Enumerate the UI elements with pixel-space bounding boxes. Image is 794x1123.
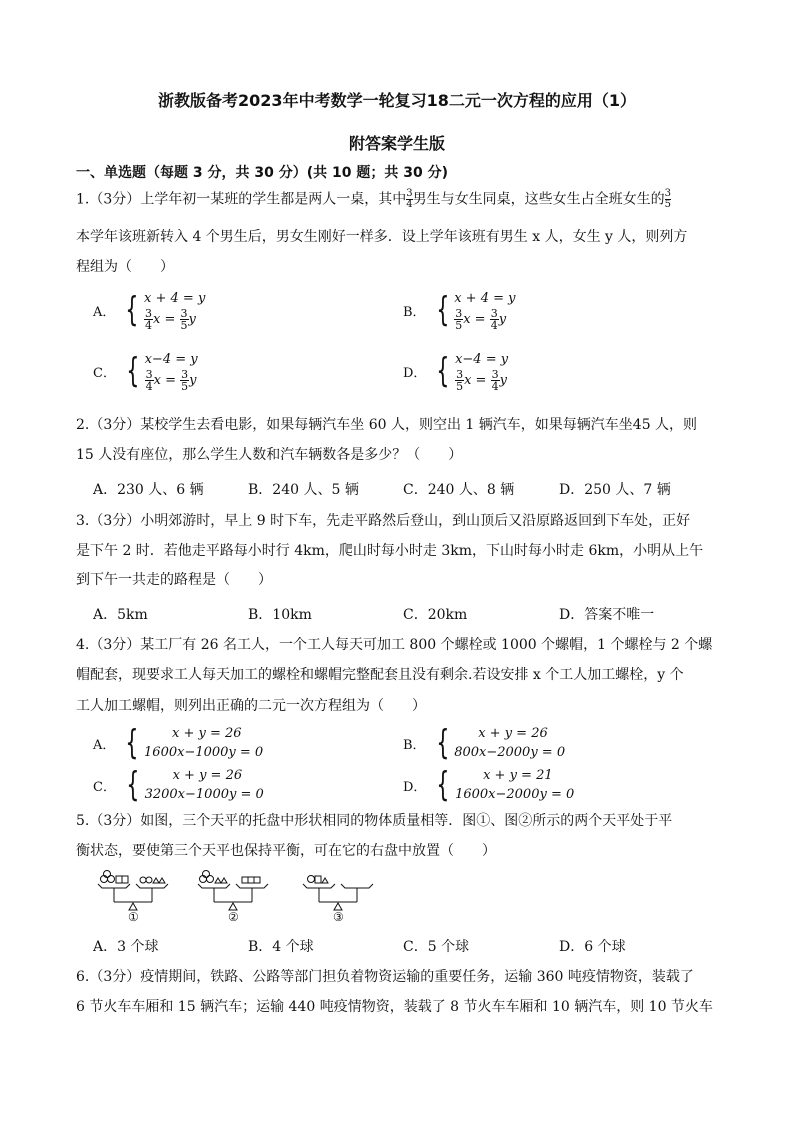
q4-option-b[interactable]: B． { x + y = 26 800x−2000y = 0 — [403, 723, 566, 763]
q1-line2: 本学年该班新转入 4 个男生后，男女生刚好一样多．设上学年该班有男生 x 人，女生 y 人，则列方 — [76, 229, 688, 245]
q1-option-b[interactable]: B． { x + 4 = y $\frac{3}{5}$ x = $\frac{3}{4}$ y — [403, 290, 516, 332]
q3-line2: 是下午 2 时．若他走平路每小时行 4km，爬山时每小时走 3km，下山时每小时走 6km，小明从上午 — [76, 543, 704, 559]
q1-option-a[interactable]: A． { x + 4 = y $\frac{3}{4}$ x = $\frac{3}{5}$ y — [93, 290, 206, 332]
q5-option-d[interactable]: D．6 个球 — [559, 939, 626, 955]
q1-line3: 程组为（ ） — [76, 259, 174, 275]
balance-scale-2 — [198, 871, 268, 911]
q3-option-d[interactable]: D．答案不唯一 — [559, 607, 655, 623]
document-title: 浙教版备考2023年中考数学一轮复习18二元一次方程的应用（1） — [158, 91, 636, 110]
scale-2-label: ② — [228, 910, 239, 924]
section-heading: 一、单选题（每题 3 分，共 30 分）(共 10 题；共 30 分) — [76, 165, 448, 181]
q6-line1: 6.（3分）疫情期间，铁路、公路等部门担负着物资运输的重要任务，运输 360 吨疫情物资，装载了 — [76, 969, 694, 985]
scale-1-label: ① — [128, 910, 139, 924]
q4-option-c[interactable]: C． { x + y = 26 3200x−1000y = 0 — [93, 765, 264, 805]
q4-option-a[interactable]: A． { x + y = 26 1600x−1000y = 0 — [93, 723, 264, 763]
balance-scale-1 — [98, 871, 168, 911]
q5-option-b[interactable]: B．4 个球 — [248, 939, 314, 955]
q6-line2: 6 节火车车厢和 15 辆汽车；运输 440 吨疫情物资，装载了 8 节火车车厢和 10 辆汽车，则 10 节火车 — [76, 999, 713, 1015]
q1-inline-fraction-2: $\frac{3}{5}$ — [664, 188, 672, 210]
q5-option-a[interactable]: A．3 个球 — [93, 939, 159, 955]
q4-line1: 4.（3分）某工厂有 26 名工人，一个工人每天可加工 800 个螺栓或 1000 个螺帽，1 个螺栓与 2 个螺 — [76, 637, 713, 653]
q3-option-a[interactable]: A．5km — [93, 607, 148, 623]
q2-line2: 15 人没有座位，那么学生人数和汽车辆数各是多少？（ ） — [76, 447, 463, 463]
q3-option-b[interactable]: B．10km — [248, 607, 312, 623]
q1-option-d[interactable]: D． { x−4 = y $\frac{3}{5}$ x = $\frac{3}{4}$ y — [403, 351, 509, 393]
q3-option-c[interactable]: C．20km — [403, 607, 468, 623]
q1-inline-fraction-1: $\frac{3}{4}$ — [406, 188, 413, 210]
q2-option-a[interactable]: A．230 人、6 辆 — [93, 482, 204, 498]
balance-scales-figure — [96, 870, 396, 928]
q2-option-c[interactable]: C．240 人、8 辆 — [403, 482, 515, 498]
q4-line3: 工人加工螺帽，则列出正确的二元一次方程组为（ ） — [76, 698, 426, 714]
balance-scale-3 — [303, 876, 373, 911]
q5-option-c[interactable]: C．5 个球 — [403, 939, 470, 955]
q1-line1: 1.（3分）上学年初一某班的学生都是两人一桌，其中 $\frac{3}{4}$ 男生与女生同桌，这些女生占全班女生的 $\frac{3}{5}$ — [76, 188, 672, 210]
q2-option-d[interactable]: D．250 人、7 辆 — [559, 482, 671, 498]
q5-line1: 5.（3分）如图，三个天平的托盘中形状相同的物体质量相等．图①、图②所示的两个天平处于平 — [76, 813, 673, 829]
q4-line2: 帽配套，现要求工人每天加工的螺栓和螺帽完整配套且没有剩余.若设安排 x 个工人加工螺栓，y 个 — [76, 667, 684, 683]
q1-option-c[interactable]: C． { x−4 = y $\frac{3}{4}$ x = $\frac{3}{5}$ y — [93, 351, 198, 393]
document-subtitle: 附答案学生版 — [348, 134, 445, 153]
q4-option-d[interactable]: D． { x + y = 21 1600x−2000y = 0 — [403, 765, 575, 805]
q2-option-b[interactable]: B．240 人、5 辆 — [248, 482, 359, 498]
q2-line1: 2.（3分）某校学生去看电影，如果每辆汽车坐 60 人，则空出 1 辆汽车，如果每辆汽车坐45 人，则 — [76, 417, 698, 433]
q5-line2: 衡状态，要使第三个天平也保持平衡，可在它的右盘中放置（ ） — [76, 843, 496, 859]
q3-line3: 到下午一共走的路程是（ ） — [76, 572, 272, 588]
scale-3-label: ③ — [333, 910, 344, 924]
q3-line1: 3.（3分）小明郊游时，早上 9 时下车，先走平路然后登山，到山顶后又沿原路返回到下车处，正好 — [76, 513, 691, 529]
